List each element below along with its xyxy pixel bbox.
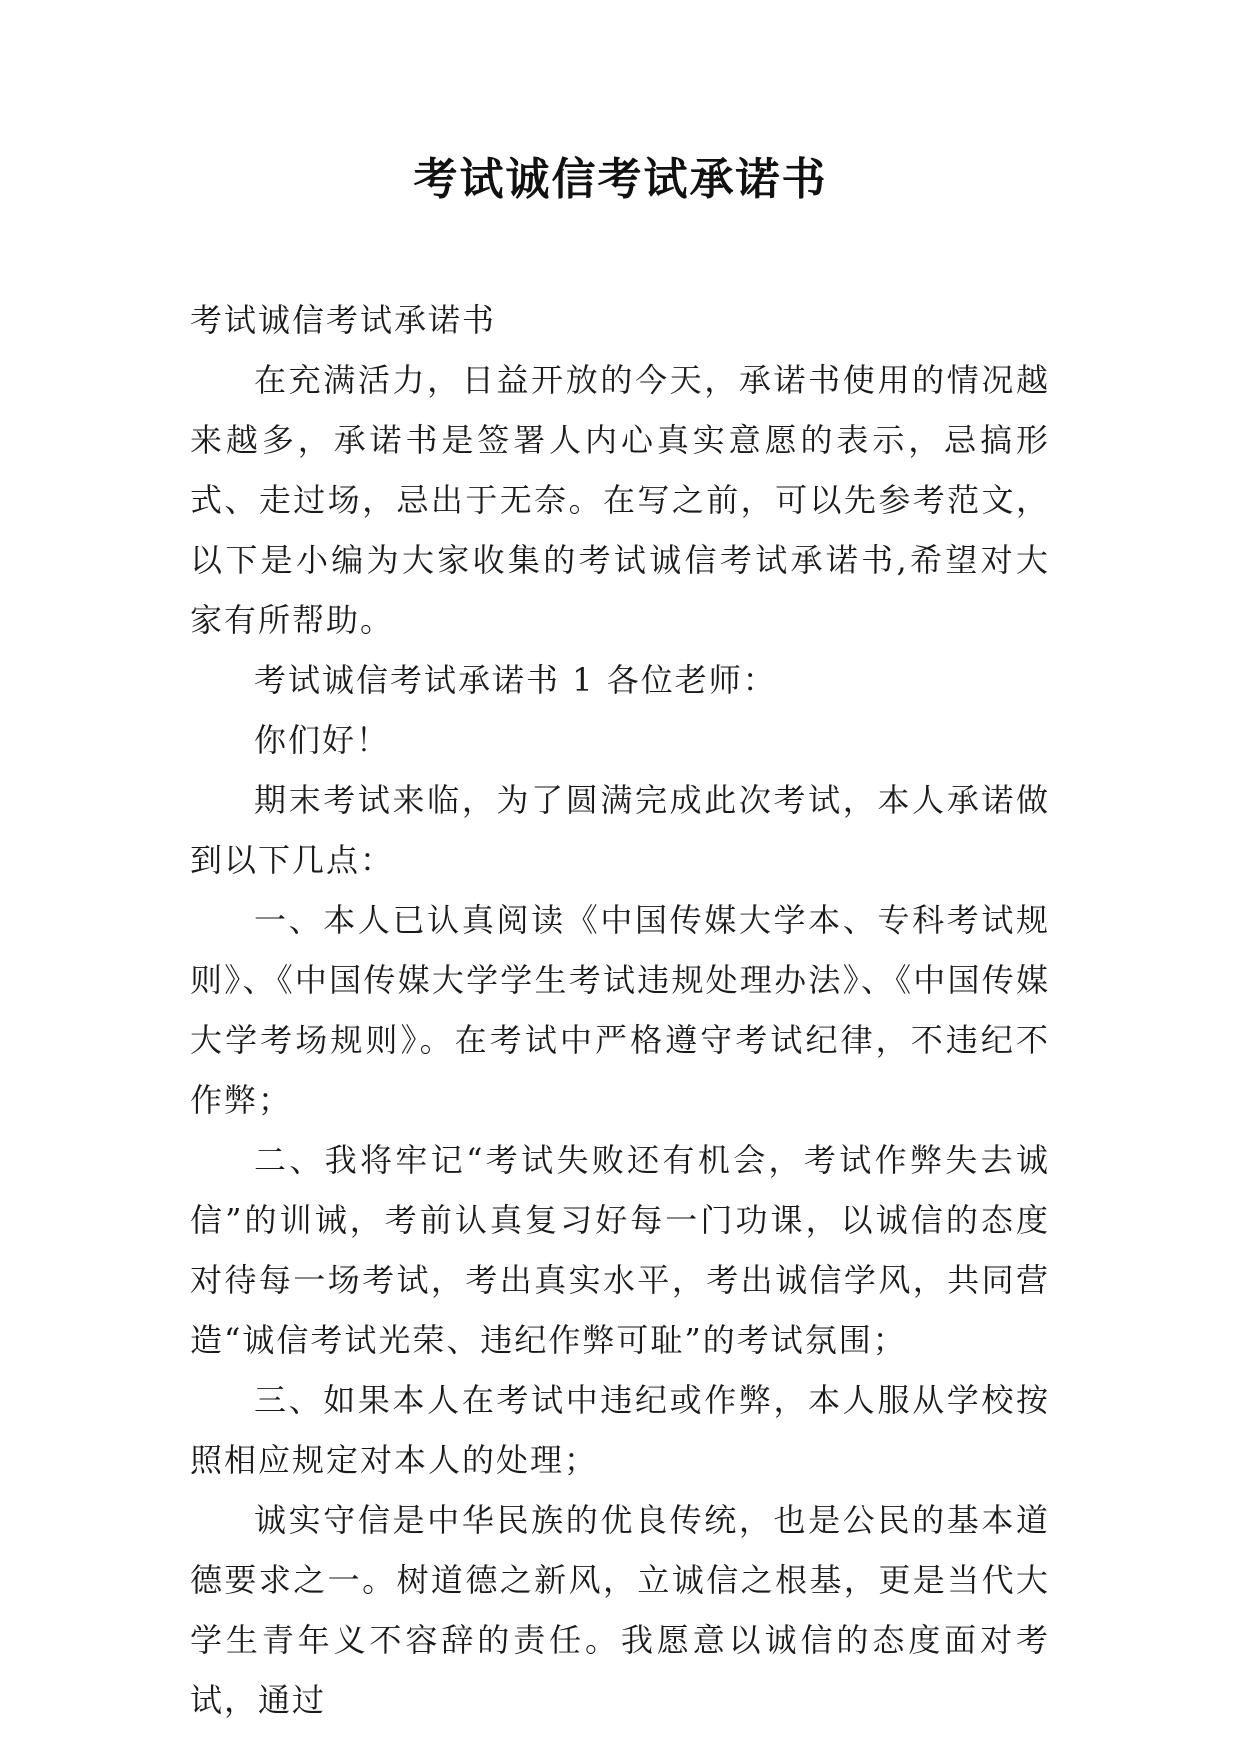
document-body [190,290,1050,1730]
paragraph-closing: 诚实守信是中华民族的优良传统，也是公民的基本道德要求之一。树道德之新风，立诚信之根基，更是当代大学生青年义不容辞的责任。我愿意以诚信的态度面对考试，通过 [190,1501,1050,1719]
document-title: 考试诚信考试承诺书 [413,154,828,205]
paragraph-point-two: 二、我将牢记“考试失败还有机会，考试作弊失去诚信”的训诫，考前认真复习好每一门功课，以诚信的态度对待每一场考试，考出真实水平，考出诚信学风，共同营造“诚信考试光荣、违纪作弊可耻”的考试氛围； [190,1141,1050,1359]
paragraph-heading: 考试诚信考试承诺书 [190,301,497,339]
paragraph-point-one: 一、本人已认真阅读《中国传媒大学本、专科考试规则》、《中国传媒大学学生考试违规处理办法》、《中国传媒大学考场规则》。在考试中严格遵守考试纪律，不违纪不作弊； [190,901,1050,1119]
paragraph-salutation: 考试诚信考试承诺书 1 各位老师： [254,661,777,699]
paragraph-point-three: 三、如果本人在考试中违纪或作弊，本人服从学校按照相应规定对本人的处理； [190,1381,1050,1479]
paragraph-lead: 期末考试来临，为了圆满完成此次考试，本人承诺做到以下几点： [190,781,1050,879]
paragraph-intro: 在充满活力，日益开放的今天，承诺书使用的情况越来越多，承诺书是签署人内心真实意愿的表示，忌搞形式、走过场，忌出于无奈。在写之前，可以先参考范文，以下是小编为大家收集的考试诚信考试承诺书,希望对大家有所帮助。 [190,361,1050,639]
paragraph-greeting: 你们好！ [254,721,391,759]
